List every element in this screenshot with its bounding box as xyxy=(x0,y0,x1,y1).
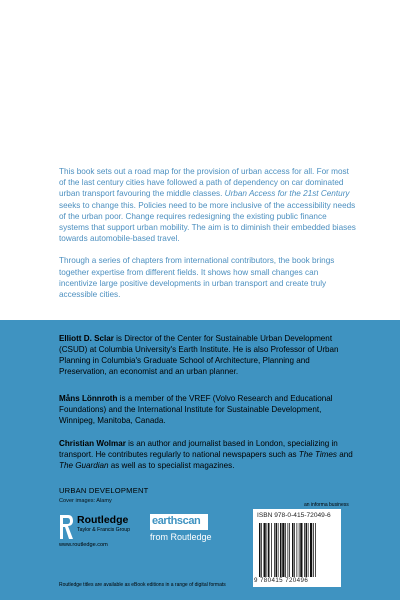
publisher-name: Routledge xyxy=(77,514,129,526)
bio-lonnroth: Måns Lönnroth is a member of the VREF (Volvo Research and Educational Foundations) and the International Institute for Sustainable Development, Winnipeg, Manitoba, Canada. xyxy=(59,394,333,426)
series-name: URBAN DEVELOPMENT xyxy=(59,486,149,495)
informa-text: an informa business xyxy=(304,502,349,508)
bio-wolmar: Christian Wolmar is an author and journalist based in London, specializing in transport. He contributes regularly to national newspapers such as The Times and The Guardian as well as to specialist magazines. xyxy=(59,439,353,471)
cover-credit: Cover images: Alamy xyxy=(59,498,112,504)
publisher-url[interactable]: www.routledge.com xyxy=(59,542,108,548)
author-name-wolmar: Christian Wolmar xyxy=(59,439,126,448)
isbn-number: 9 780415 720496 xyxy=(254,577,309,584)
blurb-paragraph-2: Through a series of chapters from international contributors, the book brings together expertise from different fields. It shows how small changes can incentivize large positive developments in urban transport and create truly accessible cities. xyxy=(59,256,335,300)
isbn-label: ISBN 978-0-415-72049-6 xyxy=(257,512,331,519)
barcode xyxy=(253,509,341,587)
book-blurb xyxy=(59,166,356,311)
earthscan-logo xyxy=(150,514,220,548)
ebook-footnote: Routledge titles are available as eBook editions in a range of digital formats xyxy=(59,582,226,588)
publisher-group: Taylor & Francis Group xyxy=(77,527,131,533)
blurb-paragraph-1: This book sets out a road map for the provision of urban access for all. For most of the last century cities have followed a path of dependency on car dominated urban transport favouring the middle classes. Urban Access for the 21st Century seeks to change this. Policies need to be more inclusive of the accessibility needs of the urban poor. Change requires redesigning the existing public finance systems that support urban mobility. The aim is to diminish their embedded biases towards automobile-based travel. xyxy=(59,167,356,244)
earthscan-sub: from Routledge xyxy=(150,532,212,542)
barcode-bars xyxy=(259,523,337,577)
book-title: Urban Access for the 21st Century xyxy=(224,189,350,199)
routledge-r-icon xyxy=(59,514,74,540)
author-name-lonnroth: Måns Lönnroth xyxy=(59,394,118,403)
author-name-sclar: Elliott D. Sclar xyxy=(59,334,114,343)
bio-sclar: Elliott D. Sclar is Director of the Center for Sustainable Urban Development (CSUD) at Columbia University's Earth Institute. He is also Professor of Urban Planning in Columbia's Graduate School of Architecture, Planning and Preservation, an economist and an urban planner. xyxy=(59,334,339,377)
earthscan-box: earthscan xyxy=(150,514,208,530)
routledge-logo xyxy=(59,512,151,552)
